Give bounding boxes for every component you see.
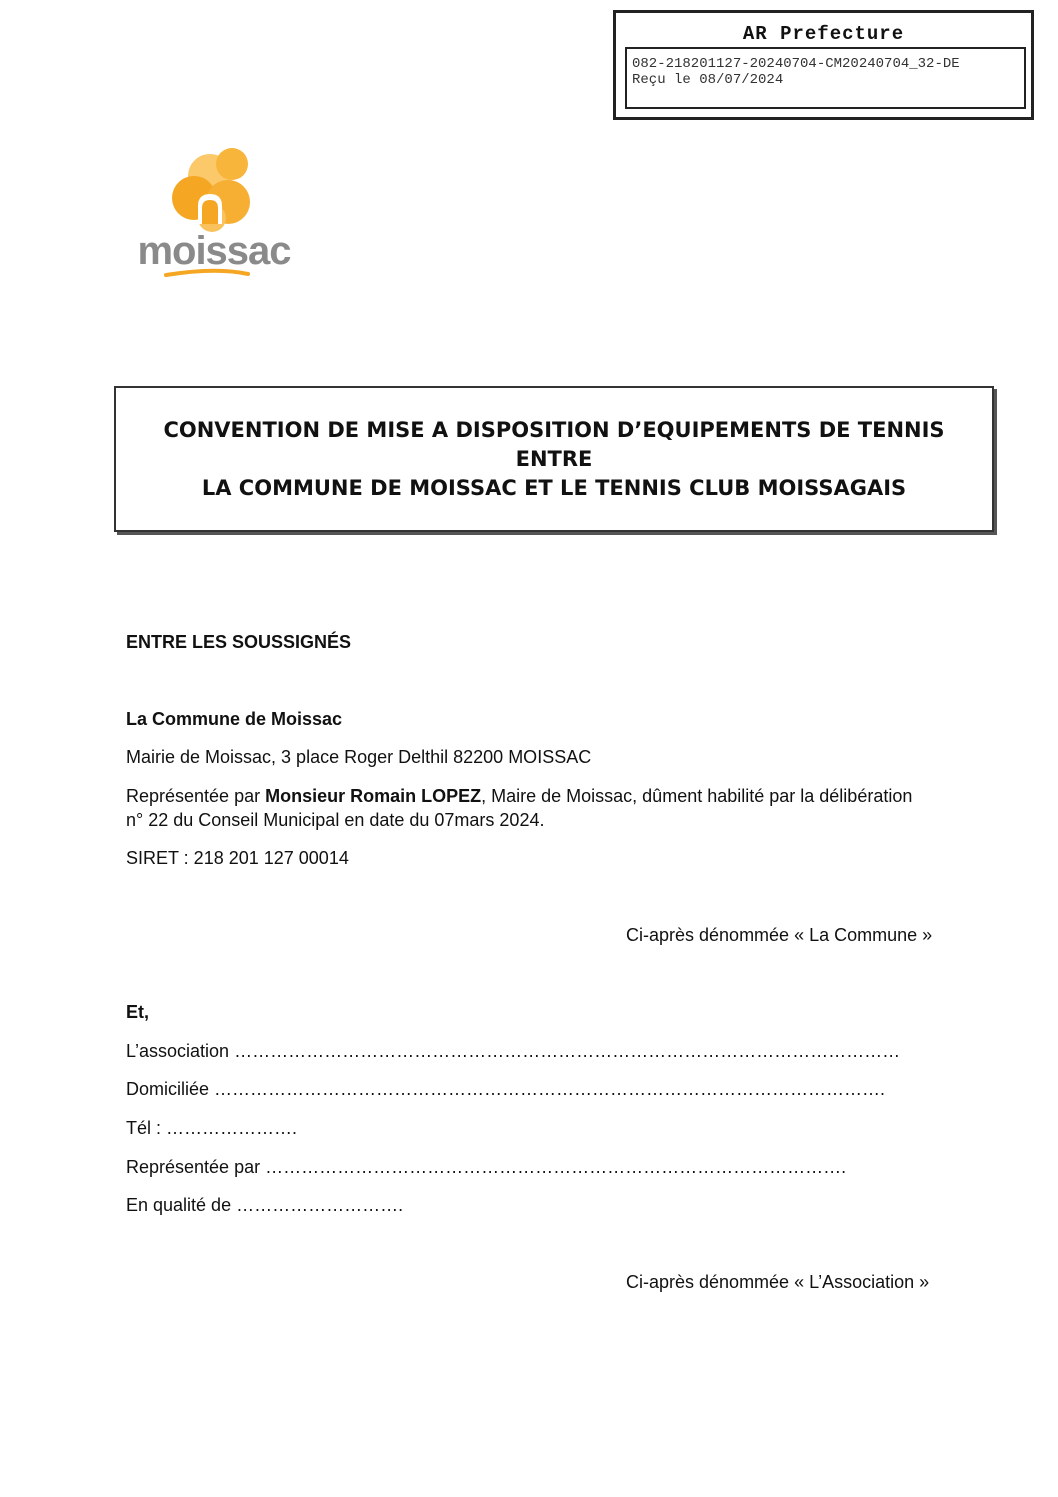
rep-suffix: , Maire de Moissac, dûment habilité par la délibération [481,786,913,806]
stamp-reference: 082-218201127-20240704-CM20240704_32-DE [632,56,960,72]
commune-siret: SIRET : 218 201 127 00014 [126,848,349,868]
title-line-3: LA COMMUNE DE MOISSAC ET LE TENNIS CLUB MOISSAGAIS [201,475,907,500]
association-representative-field: Représentée par ……………………………………………………………………………………. [126,1157,847,1177]
moissac-logo [128,142,300,287]
commune-representative [126,785,912,808]
association-tel-field: Tél : …………………. [126,1118,298,1138]
rep-prefix: Représentée par [126,786,266,806]
stamp-received-date: Reçu le 08/07/2024 [632,72,784,88]
association-name-field: L’association ………………………………………………………………………………………………… [126,1041,901,1061]
association-denomination: Ci-après dénommée « L’Association » [626,1272,930,1292]
commune-deliberation: n° 22 du Conseil Municipal en date du 07mars 2024. [126,810,545,830]
and-label: Et, [126,1002,150,1022]
document-title-box [114,386,994,532]
commune-denomination: Ci-après dénommée « La Commune » [626,925,933,945]
stamp-title: AR Prefecture [742,23,905,45]
title-line-2: ENTRE [515,446,593,471]
association-domicile-field: Domiciliée …………………………………………………………………………………………………. [126,1079,886,1099]
commune-name: La Commune de Moissac [126,709,343,729]
prefecture-stamp [613,10,1034,120]
association-quality-field: En qualité de ………………………. [126,1195,404,1215]
logo-wordmark: moissac [137,229,291,273]
stamp-details [625,47,1026,109]
commune-address: Mairie de Moissac, 3 place Roger Delthil 82200 MOISSAC [126,747,592,767]
rep-name: Monsieur Romain LOPEZ [265,786,482,806]
parties-heading: ENTRE LES SOUSSIGNÉS [126,632,352,652]
moissac-logo-icon [128,142,300,287]
title-line-1: CONVENTION DE MISE A DISPOSITION D’EQUIPEMENTS DE TENNIS [163,417,945,442]
